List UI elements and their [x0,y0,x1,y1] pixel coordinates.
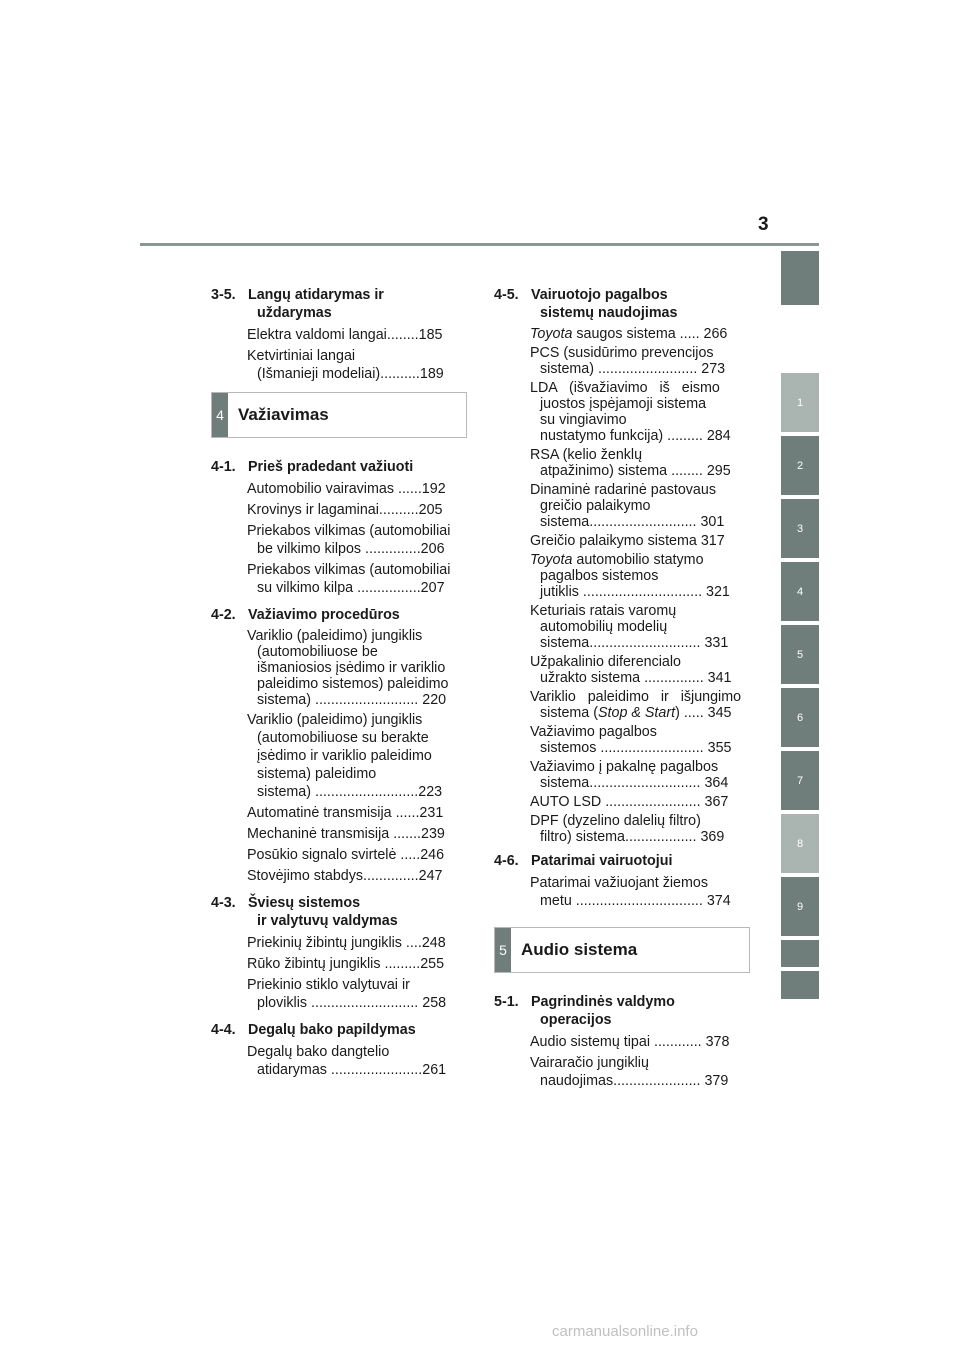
toc-entry[interactable]: Užpakalinio diferencialo užrakto sistema ............... 341 [530,654,732,686]
chapter-tab-index-a[interactable] [781,940,819,967]
toc-entry[interactable]: DPF (dyzelino dalelių filtro) filtro) sistema.................. 369 [530,813,725,845]
toc-entry[interactable]: Automatinė transmisija ......231 [247,805,444,821]
toc-entry[interactable]: Priekinių žibintų jungiklis ....248 [247,935,446,951]
toc-entry[interactable]: Priekabos vilkimas (automobiliai be vilkimo kilpos ..............206 [247,523,451,557]
chapter-tab-2[interactable]: 2 [781,436,819,495]
toc-entry[interactable]: Greičio palaikymo sistema 317 [530,533,725,549]
toc-entry[interactable]: Variklio paleidimo ir išjungimo sistema (Stop & Start) ..... 345 [530,689,742,721]
chapter-tab-9[interactable]: 9 [781,877,819,936]
toc-entry[interactable]: Keturiais ratais varomų automobilių modelių sistema............................ 331 [530,603,729,651]
toc-entry[interactable]: Variklio (paleidimo) jungiklis (automobiliuose su berakte įsėdimo ir variklio paleidimo sistema) paleidimo sistema) ..........................223 [247,712,443,800]
toc-column-left [211,286,467,1082]
chapter-tab-6[interactable]: 6 [781,688,819,747]
chapter-tab-3[interactable]: 3 [781,499,819,558]
section-heading[interactable]: 4-3. Šviesų sistemos ir valytuvų valdymas [211,895,398,929]
toc-entry[interactable]: Degalų bako dangtelio atidarymas .......................261 [247,1044,447,1078]
toc-entry[interactable]: Krovinys ir lagaminai..........205 [247,502,443,518]
watermark: carmanualsonline.info [552,1323,698,1340]
section-heading[interactable]: 3-5. Langų atidarymas ir uždarymas [211,287,384,321]
section-heading[interactable]: 4-4. Degalų bako papildymas [211,1022,416,1038]
toc-entry[interactable]: Mechaninė transmisija .......239 [247,826,445,842]
toc-entry[interactable]: Elektra valdomi langai........185 [247,327,443,343]
section-heading[interactable]: 4-6. Patarimai vairuotojui [494,853,673,869]
toc-entry[interactable]: Patarimai važiuojant žiemos metu ................................ 374 [530,875,731,909]
toc-entry[interactable]: Toyota automobilio statymo pagalbos sistemos jutiklis .............................. 321 [530,552,730,600]
chapter-number: 4 [212,393,228,437]
chapter-tab-index-b[interactable] [781,971,819,999]
chapter-box[interactable] [494,927,750,973]
toc-entry[interactable]: AUTO LSD ........................ 367 [530,794,729,810]
page-number: 3 [758,214,769,235]
toc-entry[interactable]: LDA (išvažiavimo iš eismo juostos įspėjamoji sistema su vingiavimo nustatymo funkcija) ......... 284 [530,380,731,444]
toc-entry[interactable]: Toyota saugos sistema ..... 266 [530,326,728,342]
toc-entry[interactable]: Variklio (paleidimo) jungiklis (automobiliuose be išmaniosios įsėdimo ir variklio paleidimo sistemos) paleidimo sistema) .......................... 220 [247,628,449,708]
toc-entry[interactable]: Rūko žibintų jungiklis .........255 [247,956,445,972]
section-heading[interactable]: 4-2. Važiavimo procedūros [211,607,400,623]
chapter-box[interactable] [211,392,467,438]
toc-column-right [494,286,750,1093]
toc-entry[interactable]: RSA (kelio ženklų atpažinimo) sistema ........ 295 [530,447,731,479]
section-heading[interactable]: 5-1. Pagrindinės valdymo operacijos [494,994,675,1028]
chapter-tab-5[interactable]: 5 [781,625,819,684]
toc-entry[interactable]: Priekinio stiklo valytuvai ir ploviklis ........................... 258 [247,977,447,1011]
chapter-tab-top[interactable] [781,251,819,305]
header-rule [140,243,819,246]
toc-entry[interactable]: Ketvirtiniai langai (Išmanieji modeliai)..........189 [247,348,444,382]
toc-entry[interactable]: Važiavimo į pakalnę pagalbos sistema............................ 364 [530,759,729,791]
toc-entry[interactable]: Automobilio vairavimas ......192 [247,481,446,497]
chapter-tab-7[interactable]: 7 [781,751,819,810]
toc-entry[interactable]: Dinaminė radarinė pastovaus greičio palaikymo sistema........................... 301 [530,482,725,530]
section-heading[interactable]: 4-5. Vairuotojo pagalbos sistemų naudojimas [494,287,678,321]
chapter-number: 5 [495,928,511,972]
toc-entry[interactable]: Važiavimo pagalbos sistemos .......................... 355 [530,724,732,756]
section-heading[interactable]: 4-1. Prieš pradedant važiuoti [211,459,414,475]
chapter-tab-1[interactable]: 1 [781,373,819,432]
chapter-tab-8[interactable]: 8 [781,814,819,873]
toc-entry[interactable]: PCS (susidūrimo prevencijos sistema) ......................... 273 [530,345,726,377]
toc-entry[interactable]: Audio sistemų tipai ............ 378 [530,1034,730,1050]
toc-entry[interactable]: Posūkio signalo svirtelė .....246 [247,847,445,863]
toc-entry[interactable]: Vairaračio jungiklių naudojimas...................... 379 [530,1055,729,1089]
toc-entry[interactable]: Priekabos vilkimas (automobiliai su vilkimo kilpa ................207 [247,562,451,596]
chapter-title: Audio sistema [521,940,638,959]
chapter-tab-4[interactable]: 4 [781,562,819,621]
toc-entry[interactable]: Stovėjimo stabdys..............247 [247,868,443,884]
chapter-title: Važiavimas [238,405,329,424]
